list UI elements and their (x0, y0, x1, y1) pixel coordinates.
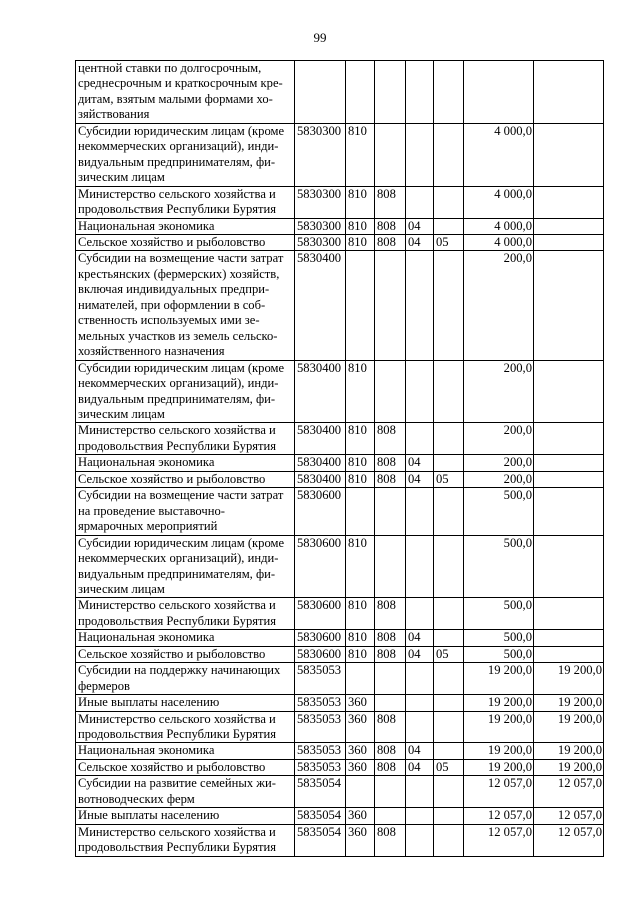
table-row (76, 123, 604, 186)
cell-description: Национальная экономика (76, 630, 295, 646)
table-row (76, 808, 604, 824)
cell-target-code: 5830400 (295, 251, 346, 360)
cell-ministry-code: 808 (375, 824, 406, 856)
cell-description: Иные выплаты населению (76, 695, 295, 711)
cell-ministry-code: 808 (375, 646, 406, 662)
cell-target-code: 5830600 (295, 598, 346, 630)
cell-ministry-code (375, 360, 406, 423)
cell-amount: 19 200,0 (464, 695, 534, 711)
cell-expense-type: 810 (346, 630, 375, 646)
cell-section: 04 (406, 630, 434, 646)
cell-amount: 200,0 (464, 455, 534, 471)
cell-subsection (434, 251, 464, 360)
cell-expense-type (346, 663, 375, 695)
cell-section: 04 (406, 646, 434, 662)
cell-amount-federal (534, 123, 604, 186)
cell-description: Национальная экономика (76, 218, 295, 234)
cell-amount-federal (534, 251, 604, 360)
cell-amount-federal (534, 360, 604, 423)
cell-ministry-code (375, 251, 406, 360)
table-row (76, 776, 604, 808)
cell-amount: 500,0 (464, 646, 534, 662)
cell-section (406, 535, 434, 598)
table-row (76, 535, 604, 598)
table-row (76, 251, 604, 360)
cell-section (406, 711, 434, 743)
table-row (76, 455, 604, 471)
cell-section (406, 360, 434, 423)
cell-subsection (434, 776, 464, 808)
cell-subsection (434, 218, 464, 234)
table-row (76, 824, 604, 856)
cell-amount-federal: 12 057,0 (534, 776, 604, 808)
table-row (76, 488, 604, 535)
cell-expense-type: 810 (346, 535, 375, 598)
cell-section (406, 663, 434, 695)
cell-ministry-code: 808 (375, 471, 406, 487)
cell-description: Министерство сельского хозяйства и продовольствия Республики Бурятия (76, 824, 295, 856)
cell-ministry-code (375, 776, 406, 808)
cell-ministry-code (375, 695, 406, 711)
cell-description: Субсидии юридическим лицам (кроме некоммерческих организаций), инди- видуальным предпринимателям, фи- зическим лицам (76, 360, 295, 423)
cell-section: 04 (406, 743, 434, 759)
cell-section: 04 (406, 471, 434, 487)
cell-target-code: 5835054 (295, 808, 346, 824)
table-row (76, 423, 604, 455)
cell-description: Сельское хозяйство и рыболовство (76, 471, 295, 487)
cell-target-code: 5835053 (295, 711, 346, 743)
table-row (76, 759, 604, 775)
table-row (76, 663, 604, 695)
cell-subsection: 05 (434, 759, 464, 775)
cell-amount: 4 000,0 (464, 123, 534, 186)
cell-description: Субсидии на возмещение части затрат крестьянских (фермерских) хозяйств, включая индивидуальных предпри- нимателей, при оформлении в соб- ственность используемых ими зе- мельных участков из земель сельско- хозяйственного назначения (76, 251, 295, 360)
cell-subsection: 05 (434, 646, 464, 662)
cell-target-code: 5830400 (295, 471, 346, 487)
cell-ministry-code: 808 (375, 630, 406, 646)
cell-expense-type: 810 (346, 186, 375, 218)
table-row (76, 695, 604, 711)
cell-ministry-code: 808 (375, 218, 406, 234)
table-row (76, 743, 604, 759)
cell-target-code: 5835053 (295, 743, 346, 759)
cell-subsection (434, 808, 464, 824)
table-row (76, 471, 604, 487)
cell-expense-type: 360 (346, 759, 375, 775)
cell-target-code: 5830400 (295, 455, 346, 471)
cell-description: Министерство сельского хозяйства и продовольствия Республики Бурятия (76, 186, 295, 218)
cell-expense-type: 810 (346, 646, 375, 662)
cell-description: Министерство сельского хозяйства и продовольствия Республики Бурятия (76, 598, 295, 630)
cell-amount: 500,0 (464, 488, 534, 535)
table-row (76, 61, 604, 124)
cell-section (406, 824, 434, 856)
cell-target-code: 5830300 (295, 123, 346, 186)
cell-section (406, 251, 434, 360)
cell-amount-federal (534, 455, 604, 471)
cell-amount-federal: 19 200,0 (534, 759, 604, 775)
cell-amount: 12 057,0 (464, 824, 534, 856)
cell-section: 04 (406, 759, 434, 775)
cell-amount-federal (534, 598, 604, 630)
cell-amount-federal (534, 234, 604, 250)
cell-amount-federal: 12 057,0 (534, 824, 604, 856)
cell-subsection: 05 (434, 471, 464, 487)
cell-amount: 200,0 (464, 423, 534, 455)
cell-section (406, 186, 434, 218)
cell-subsection (434, 711, 464, 743)
cell-target-code: 5835054 (295, 824, 346, 856)
cell-amount-federal: 19 200,0 (534, 711, 604, 743)
cell-expense-type: 810 (346, 471, 375, 487)
cell-amount: 200,0 (464, 471, 534, 487)
cell-section (406, 423, 434, 455)
cell-expense-type: 360 (346, 743, 375, 759)
cell-subsection (434, 61, 464, 124)
cell-expense-type: 360 (346, 824, 375, 856)
cell-section (406, 695, 434, 711)
table-row (76, 598, 604, 630)
cell-ministry-code: 808 (375, 186, 406, 218)
cell-amount: 200,0 (464, 251, 534, 360)
cell-expense-type (346, 488, 375, 535)
cell-amount: 19 200,0 (464, 743, 534, 759)
cell-section (406, 61, 434, 124)
cell-expense-type: 810 (346, 360, 375, 423)
cell-amount: 19 200,0 (464, 663, 534, 695)
cell-target-code: 5830400 (295, 423, 346, 455)
cell-description: Сельское хозяйство и рыболовство (76, 646, 295, 662)
cell-amount: 12 057,0 (464, 776, 534, 808)
cell-amount (464, 61, 534, 124)
cell-subsection (434, 630, 464, 646)
cell-description: Сельское хозяйство и рыболовство (76, 759, 295, 775)
cell-amount: 19 200,0 (464, 711, 534, 743)
cell-amount: 500,0 (464, 630, 534, 646)
cell-description: Субсидии юридическим лицам (кроме некоммерческих организаций), инди- видуальным предпринимателям, фи- зическим лицам (76, 535, 295, 598)
cell-subsection (434, 455, 464, 471)
cell-amount-federal (534, 61, 604, 124)
cell-amount-federal (534, 646, 604, 662)
cell-description: Министерство сельского хозяйства и продовольствия Республики Бурятия (76, 423, 295, 455)
cell-ministry-code: 808 (375, 711, 406, 743)
table-row (76, 630, 604, 646)
cell-expense-type: 360 (346, 808, 375, 824)
cell-subsection (434, 488, 464, 535)
cell-ministry-code (375, 123, 406, 186)
cell-amount-federal: 19 200,0 (534, 695, 604, 711)
cell-amount-federal (534, 218, 604, 234)
cell-description: Субсидии на развитие семейных жи- вотноводческих ферм (76, 776, 295, 808)
cell-target-code: 5830300 (295, 234, 346, 250)
cell-ministry-code (375, 535, 406, 598)
cell-description: Национальная экономика (76, 743, 295, 759)
cell-ministry-code (375, 488, 406, 535)
cell-subsection (434, 423, 464, 455)
cell-amount-federal (534, 535, 604, 598)
cell-section (406, 598, 434, 630)
table-row (76, 646, 604, 662)
cell-ministry-code: 808 (375, 598, 406, 630)
cell-ministry-code (375, 808, 406, 824)
cell-description: Субсидии на возмещение части затрат на проведение выставочно- ярмарочных мероприятий (76, 488, 295, 535)
cell-target-code (295, 61, 346, 124)
cell-subsection (434, 663, 464, 695)
cell-expense-type: 360 (346, 695, 375, 711)
cell-ministry-code (375, 61, 406, 124)
cell-target-code: 5830600 (295, 646, 346, 662)
cell-target-code: 5830600 (295, 535, 346, 598)
cell-target-code: 5830400 (295, 360, 346, 423)
cell-ministry-code: 808 (375, 234, 406, 250)
cell-amount: 12 057,0 (464, 808, 534, 824)
cell-amount: 4 000,0 (464, 234, 534, 250)
cell-target-code: 5835053 (295, 695, 346, 711)
cell-ministry-code: 808 (375, 759, 406, 775)
cell-target-code: 5830600 (295, 488, 346, 535)
cell-amount-federal (534, 471, 604, 487)
cell-expense-type: 810 (346, 455, 375, 471)
cell-amount: 4 000,0 (464, 186, 534, 218)
cell-description: Национальная экономика (76, 455, 295, 471)
cell-amount-federal (534, 630, 604, 646)
cell-expense-type: 810 (346, 123, 375, 186)
cell-section: 04 (406, 455, 434, 471)
cell-expense-type: 810 (346, 218, 375, 234)
cell-subsection (434, 360, 464, 423)
cell-target-code: 5830300 (295, 218, 346, 234)
cell-section: 04 (406, 218, 434, 234)
cell-amount-federal: 19 200,0 (534, 743, 604, 759)
table-row (76, 218, 604, 234)
cell-ministry-code (375, 663, 406, 695)
budget-table (75, 60, 604, 857)
cell-subsection (434, 743, 464, 759)
cell-ministry-code: 808 (375, 743, 406, 759)
table-row (76, 711, 604, 743)
cell-amount: 4 000,0 (464, 218, 534, 234)
cell-expense-type: 360 (346, 711, 375, 743)
cell-subsection (434, 824, 464, 856)
cell-expense-type: 810 (346, 598, 375, 630)
cell-amount-federal (534, 488, 604, 535)
cell-amount: 19 200,0 (464, 759, 534, 775)
table-row (76, 234, 604, 250)
cell-ministry-code: 808 (375, 455, 406, 471)
cell-amount: 200,0 (464, 360, 534, 423)
cell-expense-type (346, 776, 375, 808)
cell-expense-type: 810 (346, 234, 375, 250)
cell-target-code: 5830600 (295, 630, 346, 646)
cell-description: Субсидии на поддержку начинающих фермеров (76, 663, 295, 695)
cell-ministry-code: 808 (375, 423, 406, 455)
cell-description: Субсидии юридическим лицам (кроме некоммерческих организаций), инди- видуальным предпринимателям, фи- зическим лицам (76, 123, 295, 186)
cell-amount-federal (534, 186, 604, 218)
cell-subsection (434, 535, 464, 598)
cell-subsection (434, 186, 464, 218)
cell-description: Иные выплаты населению (76, 808, 295, 824)
cell-amount-federal: 12 057,0 (534, 808, 604, 824)
page-number: 99 (313, 30, 327, 45)
cell-subsection: 05 (434, 234, 464, 250)
cell-amount: 500,0 (464, 535, 534, 598)
cell-target-code: 5830300 (295, 186, 346, 218)
cell-expense-type (346, 61, 375, 124)
cell-amount-federal: 19 200,0 (534, 663, 604, 695)
table-body (76, 61, 604, 857)
cell-amount: 500,0 (464, 598, 534, 630)
cell-target-code: 5835054 (295, 776, 346, 808)
cell-subsection (434, 695, 464, 711)
cell-section (406, 776, 434, 808)
cell-target-code: 5835053 (295, 759, 346, 775)
cell-description: центной ставки по долгосрочным, среднесрочным и краткосрочным кре- дитам, взятым малыми формами хо- зяйствования (76, 61, 295, 124)
cell-description: Сельское хозяйство и рыболовство (76, 234, 295, 250)
cell-expense-type: 810 (346, 423, 375, 455)
cell-description: Министерство сельского хозяйства и продовольствия Республики Бурятия (76, 711, 295, 743)
table-row (76, 186, 604, 218)
cell-section: 04 (406, 234, 434, 250)
cell-amount-federal (534, 423, 604, 455)
table-row (76, 360, 604, 423)
cell-section (406, 808, 434, 824)
cell-expense-type (346, 251, 375, 360)
cell-subsection (434, 123, 464, 186)
cell-target-code: 5835053 (295, 663, 346, 695)
cell-section (406, 123, 434, 186)
cell-section (406, 488, 434, 535)
cell-subsection (434, 598, 464, 630)
